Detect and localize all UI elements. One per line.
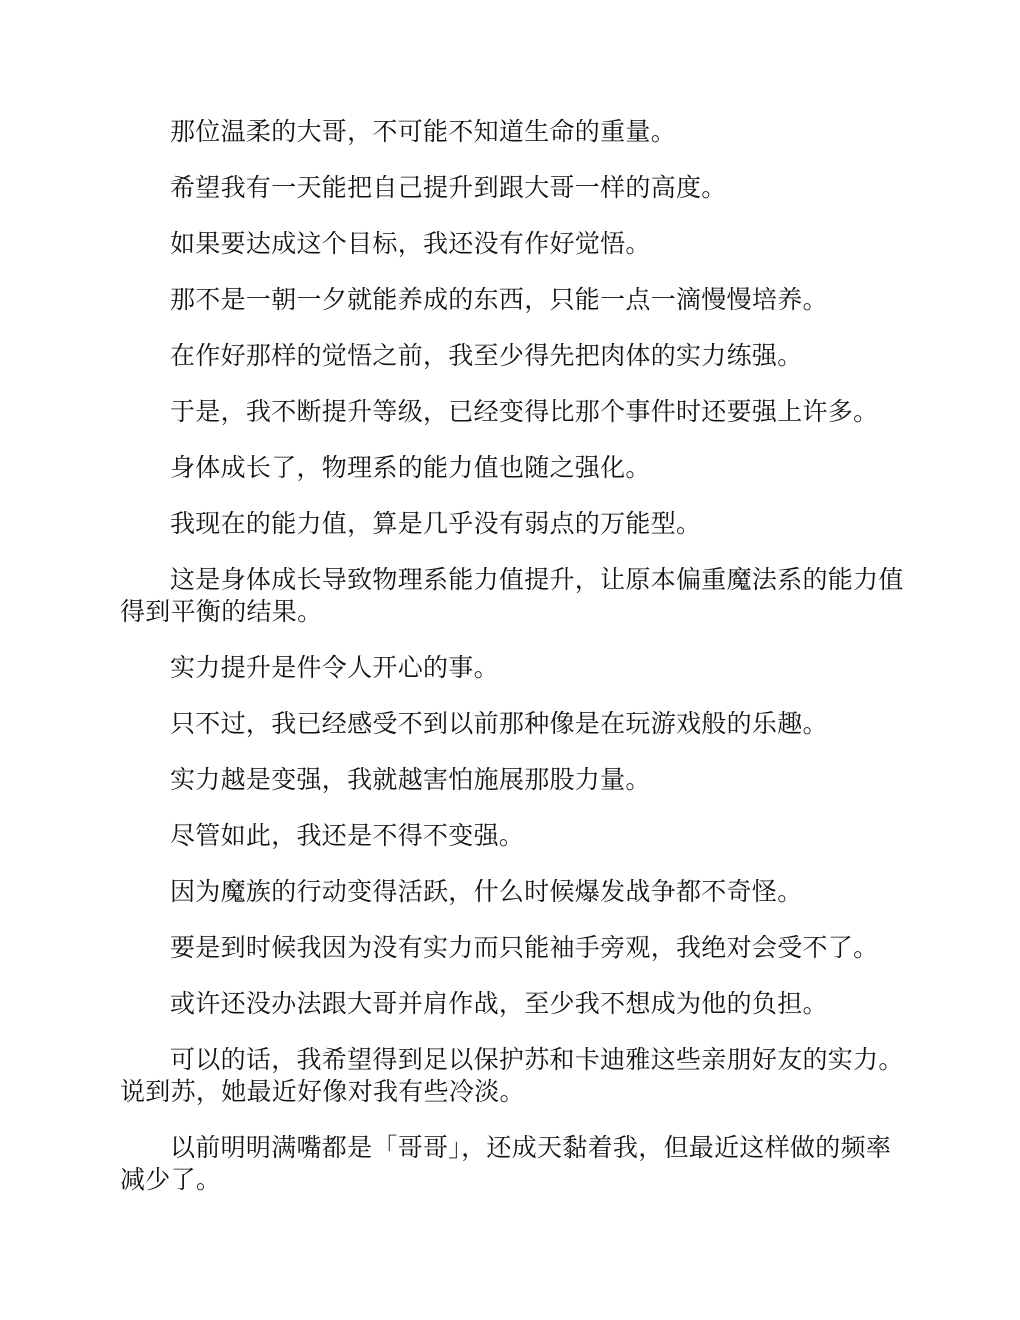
paragraph: 以前明明满嘴都是「哥哥」，还成天黏着我，但最近这样做的频率减少了。 (120, 1133, 892, 1194)
paragraph: 因为魔族的行动变得活跃，什么时候爆发战争都不奇怪。 (170, 877, 803, 906)
paragraph: 只不过，我已经感受不到以前那种像是在玩游戏般的乐趣。 (170, 709, 828, 738)
paragraph: 在作好那样的觉悟之前，我至少得先把肉体的实力练强。 (170, 341, 803, 370)
paragraph: 要是到时候我因为没有实力而只能袖手旁观，我绝对会受不了。 (170, 933, 879, 962)
paragraph: 实力提升是件令人开心的事。 (170, 653, 499, 682)
paragraph: 那不是一朝一夕就能养成的东西，只能一点一滴慢慢培养。 (170, 285, 828, 314)
paragraph: 实力越是变强，我就越害怕施展那股力量。 (170, 765, 651, 794)
paragraph: 或许还没办法跟大哥并肩作战，至少我不想成为他的负担。 (170, 989, 828, 1018)
paragraph: 可以的话，我希望得到足以保护苏和卡迪雅这些亲朋好友的实力。说到苏，她最近好像对我有些冷淡。 (120, 1045, 904, 1106)
paragraph: 这是身体成长导致物理系能力值提升，让原本偏重魔法系的能力值得到平衡的结果。 (120, 565, 904, 626)
paragraph: 那位温柔的大哥，不可能不知道生命的重量。 (170, 117, 677, 146)
paragraph: 尽管如此，我还是不得不变强。 (170, 821, 525, 850)
body-text (120, 116, 910, 1220)
paragraph: 如果要达成这个目标，我还没有作好觉悟。 (170, 229, 651, 258)
paragraph: 我现在的能力值，算是几乎没有弱点的万能型。 (170, 509, 702, 538)
paragraph: 于是，我不断提升等级，已经变得比那个事件时还要强上许多。 (170, 397, 879, 426)
paragraph: 希望我有一天能把自己提升到跟大哥一样的高度。 (170, 173, 727, 202)
paragraph: 身体成长了，物理系的能力值也随之强化。 (170, 453, 651, 482)
